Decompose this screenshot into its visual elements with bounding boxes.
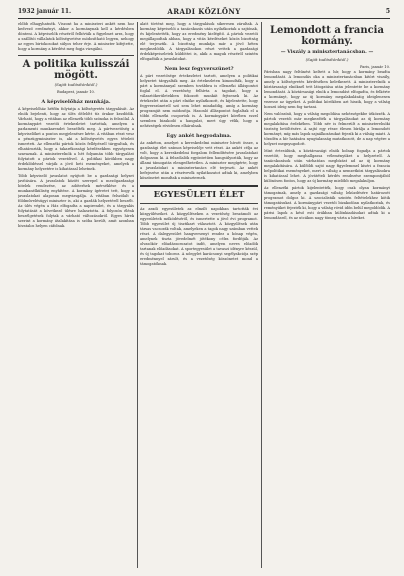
article-body: Az ankéton, amelyet a kereskedelmi miniszter hívott össze, a gazdasági élet számos képviselője vett részt. Az ankét célja az volt, hogy a kereskedelmi forgalom fellendítésére javaslatokat dolgozzon ki. A felszólalók egyöntetűen hangsúlyozták, hogy az állami támogatás elengedhetetlen. A miniszter megígérte, hogy a javaslatokat a minisztertanács elé terjeszti. Az ankét befejezése után a résztvevők nyilatkozatot adtak ki, amelyben köszönetet mondtak a miniszternek. [140,141,258,180]
column-rule-2 [261,22,262,568]
article-headline: Lemondott a francia kormány. [270,25,384,47]
masthead-title: ARADI KÖZLÖNY [167,7,241,16]
article-body: Nem valószínű, hogy a válság megoldása nehézségekbe ütközzék. A pártok vezetői már megkezdték a tárgyalásokat az új kormány megalakítása érdekében. Több név is felmerült a miniszterelnöki tisztség betöltésére. A sajtó egy része élesen bírálja a lemondott kormányt, míg más lapok sajnálkozásukat fejezik ki a válság miatt. A tőzsdén a hír hatására nyugtalanság mutatkozott, de a nap végére a helyzet megnyugodott. [264,112,390,146]
article-dateline: Paris, január 10. [360,65,390,69]
article-subhead: Egy ankét hegyodalma. [166,133,232,139]
article-body-continued: Több képviselő javaslatot nyújtott be a gazdasági helyzet javítására. A javaslatok között szerepel a mezőgazdasági hitelek rendezése, az adóterhek mérséklése és a munkanélküliség enyhítése. A kormány ígéretet tett, hogy a javaslatokat alaposan megvizsgálja. A vitában felszólalt a földművelésügyi miniszter is, aki a gazdák helyzetéről beszélt. Az ülés végén a Ház elfogadta a napirendet, és a tárgyalás folytatását a következő ülésre halasztotta. A folyosón élénk beszélgetések folytak a várható változásokról. Egyes hírek szerint a kormány átalakítása is szóba került, amit azonban hivatalos helyen cáfolnak. [18,174,134,228]
section-divider [140,185,258,187]
article-body: Az aradi egyesületek az elmúlt napokban tartották évi közgyűléseiket. A közgyűléseken a vezetőség beszámolt az egyesületek működéséről, és ismertette a jövő évi programot. Több egyesület új tisztikart választott. A közgyűlések után társas vacsorák voltak, amelyeken a tagok nagy számban vettek részt. A dalegyesület hangversenyt rendez a hónap végén, amelynek tiszta jövedelmét jótékony célra fordítják. Az olvasókör előadássorozatot indít, amelyen neves előadók tartanak előadásokat. A sportegyesület a tavaszi idényre készül, és új tagokat toboroz. A nőegylet karácsonyi segélyakciója szép eredménnyel zárult, és a vezetőség köszönetet mond a támogatóknak. [140,206,258,266]
section-headline: EGYESÜLETI ÉLET [153,190,245,200]
article-kicker: (Saját tudósítónktól.) [54,82,98,87]
column-rule-1 [137,22,138,568]
article-subhead: A képviselőház munkája. [41,99,111,105]
divider [18,55,134,56]
header-date: 1932 január 11. [18,8,72,15]
article-kicker: (Saját tudósítónktól.) [305,57,349,62]
article-body: A képviselőház hétfőn folytatja a költségvetés tárgyalását. Az elnök bejelenti, hogy az ülés délelőtt tíz órakor kezdődik. Várható, hogy a vitában az ellenzék több szónoka is felszólal. A kormánypárt vezetői értekezletet tartottak, amelyen a parlamenti munkarendet beszélték meg. A pártvezetőség a képviselőket a pontos megjelenésre kérte. A vitában részt vesz a pénzügyminiszter is, aki a költségvetés egyes tételeit ismerteti. Az ellenzéki pártok közös fellépésről tárgyaltak, és elhatározták, hogy a takarékossági kérdésekben egységesen szavaznak. A miniszterelnök a hét folyamán több tárgyalást folytatott a pártok vezetőivel. A politikai körökben nagy érdeklődéssel várják a jövő heti eseményeket, amelyek a kormány helyzetére is kihatással lehetnek. [18,107,134,171]
article-continuation: előbb elhagyhatnék. Viszont ha a miniszteri ankét nem hoz kedvező eredményt, akkor a kormánynak kell a kérdésben dönteni. A képviselők részéről felhívták a figyelmet arra, hogy a szállítói vállalatok költségvetése módosítható legyen, nehogy az egyes birtokosokat súlyos teher érje. A miniszter kifejtette, hogy a kormány a kérdést meg fogja vizsgálni. [18,22,134,51]
article-dateline: Budapest, január 10. [56,90,95,94]
article-body: Mint értesülünk, a köztársasági elnök holnap fogadja a pártok vezetőit, hogy meghallgassa véleményüket a helyzetről. A tanácskozások után várhatóan megbízást ad az új kormány megalakítására. A külföldi sajtó nagy figyelemmel kíséri a francia belpolitikai eseményeket, mert a válság a nemzetközi tárgyalásokra is kihatással lehet. A jóvátételi kérdés rendezése szempontjából különösen fontos, hogy az új kormány mielőbb megalakuljon. [264,149,390,183]
article-subhead: Nem lesz fegyverszünet? [164,66,234,72]
article-body: alatt történt meg, hogy a tárgyalások sikeresen zárultak. A kormány képviselői a tanácskozás után nyilatkoztak a sajtónak, és kijelentették, hogy az eredmény kielégítő. A pártok vezetői megállapodtak abban, hogy a vitás kérdéseket közös bizottság elé terjesztik. A bizottság munkája már a jövő héten megkezdődik. A tárgyalásokon részt vettek a gazdasági érdekképviseletek küldöttei is, akik a maguk részéről szintén elfogadták a javaslatokat. [140,22,258,61]
column-right [264,22,390,568]
page-header [18,6,390,19]
column-left [18,22,134,568]
article-body: A párt vezetősége értekezletet tartott, amelyen a politikai helyzetet tárgyalták meg. Az értekezleten kimondták, hogy a párt a kormánnyal szemben továbbra is ellenzéki álláspontot foglal el. A vezetőség felhívta a tagokat, hogy a választókerületekben fokozott munkát fejtsenek ki. Az értekezlet után a párt elnöke nyilatkozott, és kijelentette, hogy fegyverszünetről szó sem lehet mindaddig, amíg a kormány programját nem módosítja. Hasonló álláspontot foglaltak el a többi ellenzéki csoportok is. A kormánypárt körében ezzel szemben bizakodó a hangulat, mert úgy vélik, hogy a nehézségek rövidesen elhárulnak. [140,74,258,128]
article-body: Az ellenzéki pártok kijelentették, hogy csak olyan kormányt támogatnak, amely a gazdasági válság leküzdésére határozott programot dolgoz ki. A szocialisták szintén feltételekhez kötik támogatásukat. A kormánypárt vezetői bizakodóan nyilatkoztak, és reményüket fejezték ki, hogy a válság rövid időn belül megoldódik. A párisi lapok a késő esti órákban különkiadásokat adtak ki a lemondásról, és az utcákon nagy tömeg várta a híreket. [264,186,390,220]
article-subhead: — Viszály a minisztertanácsban. — [280,49,374,55]
column-middle [140,22,258,568]
divider [140,203,258,204]
page-number: 5 [385,8,390,15]
article-body: Párisban nagy feltűnést keltett a hír, hogy a kormány beadta lemondását. A lemondás oka a minisztertanácsban kitört viszály, amely a költségvetés kérdésében keletkezett. A miniszterelnök a köztársasági elnöknél tett látogatása után jelentette be a kormány lemondását. A köztársasági elnök a lemondást elfogadta, és felkérte a kormányt, hogy az új kormány megalakulásáig ideiglenesen vezesse az ügyeket. A politikai körökben azt hiszik, hogy a válság hosszú ideig nem fog tartani. [264,70,390,109]
article-headline: A politika kulisszái mögött. [22,59,130,81]
